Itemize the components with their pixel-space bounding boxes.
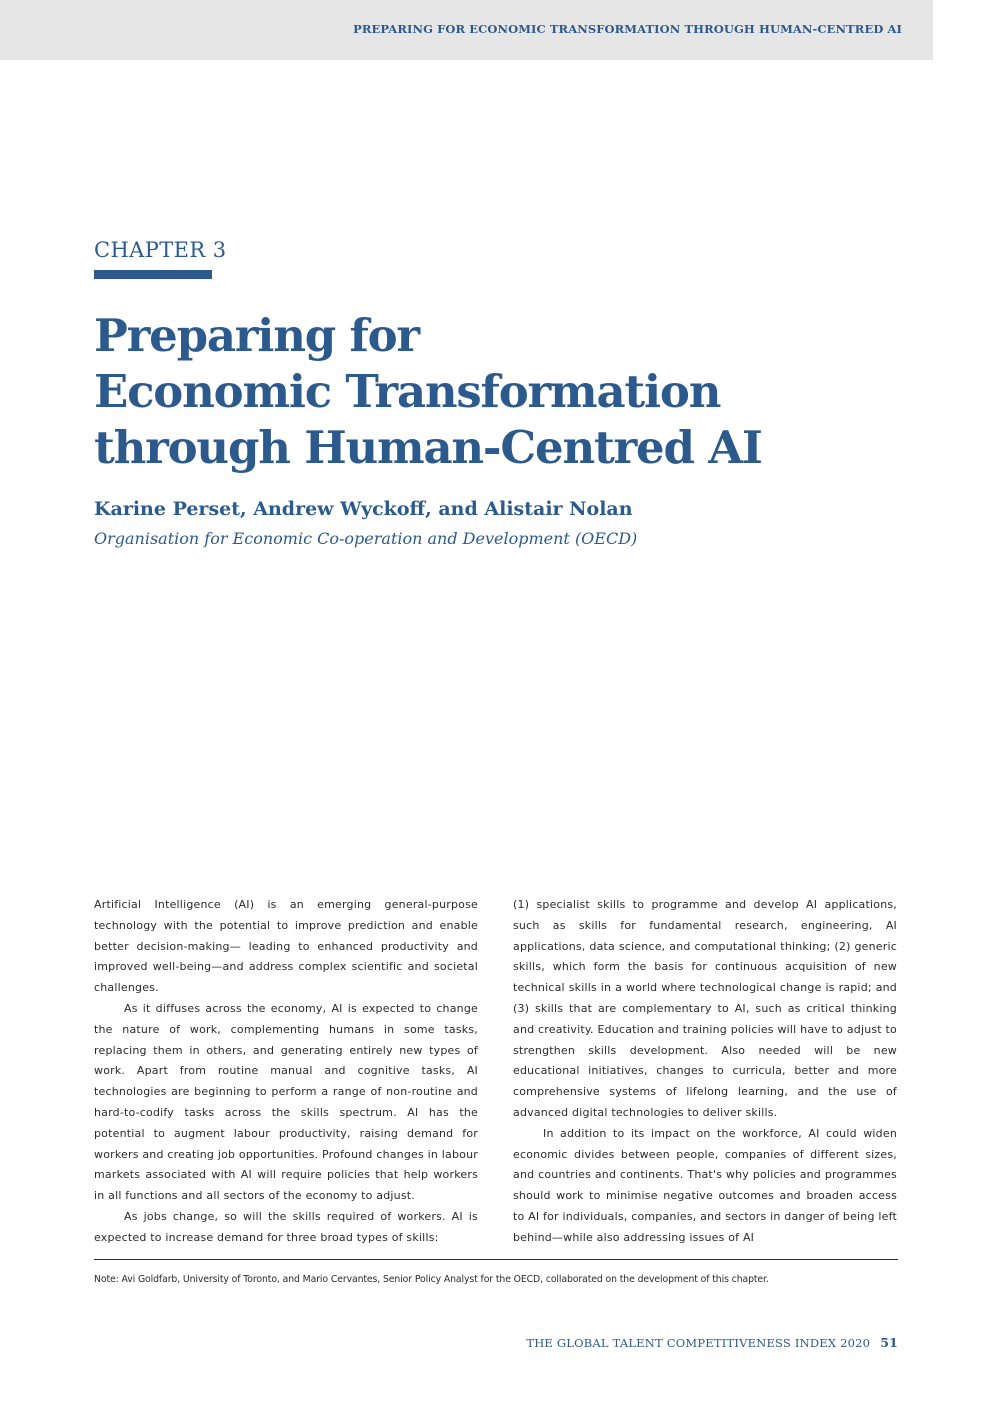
paragraph: As it diffuses across the economy, AI is expected to change the nature of work, complementing humans in some tasks, replacing them in others, and generating entirely new types of work. Apart from routine manual and cognitive tasks, AI technologies are beginning to perform a range of non-routine and hard-to-codify tasks across the skills spectrum. AI has the potential to augment labour productivity, raising demand for workers and creating job opportunities. Profound changes in labour markets associated with AI will require policies that help workers in all functions and all sectors of the economy to adjust. (94, 1001, 478, 1203)
paragraph: In addition to its impact on the workforce, AI could widen economic divides between people, companies of different sizes, and countries and continents. That's why policies and programmes should work to minimise negative outcomes and broaden access to AI for individuals, companies, and sectors in danger of being left behind—while also addressing issues of AI (513, 1126, 897, 1244)
page-number: 51 (880, 1335, 898, 1350)
affiliation: Organisation for Economic Co-operation and Development (OECD) (94, 529, 638, 548)
paragraph: Artificial Intelligence (AI) is an emerging general-purpose technology with the potential to improve prediction and enable better decision-making— leading to enhanced productivity and improved well-being—and address complex scientific and societal challenges. (94, 898, 478, 995)
publication-title: THE GLOBAL TALENT COMPETITIVENESS INDEX 2020 (526, 1336, 871, 1350)
page-footer (526, 1335, 898, 1350)
chapter-title-line-3: through Human-Centred AI (94, 421, 762, 474)
chapter-label: CHAPTER 3 (94, 238, 227, 262)
footnote-rule (94, 1259, 898, 1260)
body-column-right (513, 895, 897, 1249)
paragraph: As jobs change, so will the skills required of workers. AI is expected to increase demand for three broad types of skills: (94, 1209, 478, 1244)
chapter-title-line-1: Preparing for (94, 309, 419, 362)
authors: Karine Perset, Andrew Wyckoff, and Alistair Nolan (94, 498, 633, 520)
chapter-rule (94, 270, 212, 279)
footnote: Note: Avi Goldfarb, University of Toronto, and Mario Cervantes, Senior Policy Analyst for the OECD, collaborated on the development of this chapter. (94, 1274, 769, 1285)
running-head: PREPARING FOR ECONOMIC TRANSFORMATION THROUGH HUMAN-CENTRED AI (353, 22, 902, 36)
paragraph: (1) specialist skills to programme and develop AI applications, such as skills for fundamental research, engineering, AI applications, data science, and computational thinking; (2) generic skills, which form the basis for continuous acquisition of new technical skills in a world where technological change is rapid; and (3) skills that are complementary to AI, such as critical thinking and creativity. Education and training policies will have to adjust to strengthen skills development. Also needed will be new educational initiatives, changes to curricula, better and more comprehensive systems of lifelong learning, and the use of advanced digital technologies to deliver skills. (513, 898, 897, 1119)
header-band (0, 0, 933, 60)
body-column-left (94, 895, 478, 1249)
chapter-title-line-2: Economic Transformation (94, 365, 721, 418)
chapter-title (94, 308, 762, 476)
